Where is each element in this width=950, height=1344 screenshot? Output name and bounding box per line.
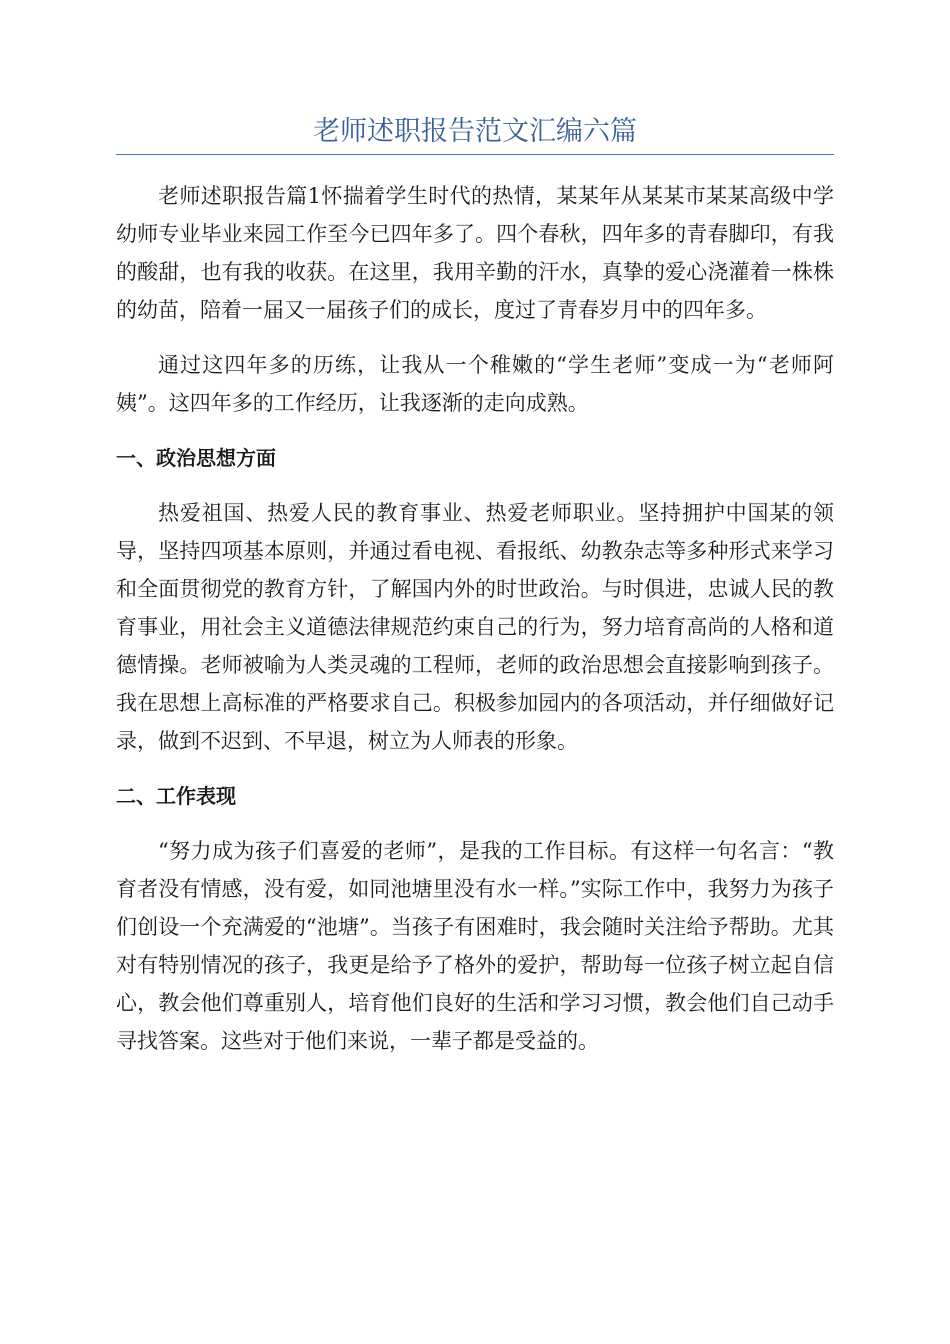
paragraph-politics: 热爱祖国、热爱人民的教育事业、热爱老师职业。坚持拥护中国某的领导，坚持四项基本原则，并通过看电视、看报纸、幼教杂志等多种形式来学习和全面贯彻党的教育方针，了解国内外的时世政治。与时俱进，忠诚人民的教育事业，用社会主义道德法律规范约束自己的行为，努力培育高尚的人格和道德情操。老师被喻为人类灵魂的工程师，老师的政治思想会直接影响到孩子。我在思想上高标准的严格要求自己。积极参加园内的各项活动，并仔细做好记录，做到不迟到、不早退，树立为人师表的形象。 <box>116 501 834 753</box>
paragraph-work: “努力成为孩子们喜爱的老师”，是我的工作目标。有这样一句名言：“教育者没有情感，没有爱，如同池塘里没有水一样。”实际工作中，我努力为孩子们创设一个充满爱的“池塘”。当孩子有困难时，我会随时关注给予帮助。尤其对有特别情况的孩子，我更是给予了格外的爱护，帮助每一位孩子树立起自信心，教会他们尊重别人，培育他们良好的生活和学习习惯，教会他们自己动手寻找答案。这些对于他们来说，一辈子都是受益的。 <box>116 839 834 1053</box>
section-heading-work: 二、工作表现 <box>116 784 236 808</box>
paragraph-growth: 通过这四年多的历练，让我从一个稚嫩的“学生老师”变成一为“老师阿姨”。这四年多的工作经历，让我逐渐的走向成熟。 <box>116 353 834 415</box>
section-heading-politics: 一、政治思想方面 <box>116 446 276 470</box>
document-page <box>116 112 834 1060</box>
paragraph-intro: 老师述职报告篇1怀揣着学生时代的热情，某某年从某某市某某高级中学幼师专业毕业来园工作至今已四年多了。四个春秋，四年多的青春脚印，有我的酸甜，也有我的收获。在这里，我用辛勤的汗水，真挚的爱心浇灌着一株株的幼苗，陪着一届又一届孩子们的成长，度过了青春岁月中的四年多。 <box>116 184 834 322</box>
document-title: 老师述职报告范文汇编六篇 <box>116 112 834 155</box>
